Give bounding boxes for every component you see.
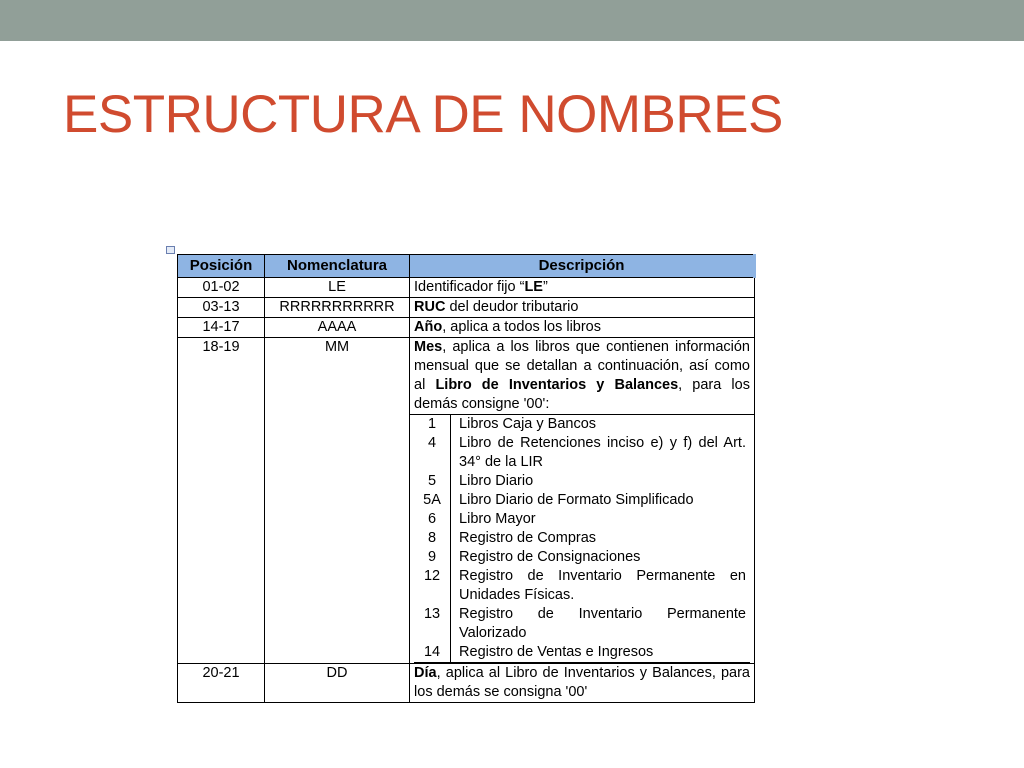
book-code: 5: [414, 472, 451, 491]
book-row: [414, 529, 750, 548]
header-nomenclatura: Nomenclatura: [265, 255, 410, 278]
table-row: [178, 664, 755, 703]
book-row: [414, 434, 750, 472]
cell-descripcion: [410, 318, 755, 338]
book-row: [414, 510, 750, 529]
book-code: 6: [414, 510, 451, 529]
book-name: Registro de Inventario Permanente Valorizado: [459, 606, 746, 641]
table-row: [178, 298, 755, 318]
book-code: 9: [414, 548, 451, 567]
desc-text: ”: [542, 279, 548, 295]
cell-nomenclatura: DD: [265, 664, 410, 703]
book-name: Libro de Retenciones inciso e) y f) del Art. 34° de la LIR: [459, 435, 746, 470]
table-row: [178, 318, 755, 338]
desc-bold: Año: [414, 319, 443, 335]
cell-posicion: 14-17: [178, 318, 265, 338]
desc-text: , aplica al Libro de Inventarios y Balances, para los demás se consigna '00': [414, 665, 750, 700]
book-name: Libros Caja y Bancos: [459, 416, 597, 432]
naming-structure-table: [177, 254, 756, 703]
cell-descripcion: [410, 338, 755, 415]
books-cell: [410, 415, 755, 664]
book-code: 4: [414, 434, 451, 472]
book-name: Registro de Ventas e Ingresos: [451, 643, 750, 663]
desc-bold: Día: [414, 665, 437, 681]
book-name: Registro de Consignaciones: [459, 549, 641, 565]
top-accent-bar: [0, 0, 1024, 41]
book-name: Libro Mayor: [459, 511, 536, 527]
table-header-row: [178, 255, 755, 278]
book-code: 14: [414, 643, 451, 663]
book-code: 1: [414, 415, 451, 434]
books-table: [414, 415, 750, 663]
desc-text: , aplica a los libros que contienen información mensual que se detallan a continuación, así como al: [414, 339, 750, 393]
book-row: [414, 567, 750, 605]
desc-bold: Libro de Inventarios y Balances: [435, 377, 679, 393]
cell-descripcion: [410, 664, 755, 703]
book-row: [414, 491, 750, 510]
book-row: [414, 472, 750, 491]
table-row: [178, 278, 755, 298]
desc-text: , para los demás consigne '00':: [414, 377, 750, 412]
cell-nomenclatura: LE: [265, 278, 410, 298]
book-name: Registro de Inventario Permanente en Unidades Físicas.: [459, 568, 746, 603]
cell-descripcion: [410, 278, 755, 298]
book-row: [414, 415, 750, 434]
slide-title: ESTRUCTURA DE NOMBRES: [63, 85, 783, 144]
book-name: Registro de Compras: [459, 530, 597, 546]
book-code: 12: [414, 567, 451, 605]
desc-text: Identificador fijo “: [414, 279, 525, 295]
desc-text: del deudor tributario: [445, 299, 579, 315]
cell-nomenclatura: MM: [265, 338, 410, 664]
header-posicion: Posición: [178, 255, 265, 278]
cell-descripcion: [410, 298, 755, 318]
table-anchor-icon: [166, 246, 175, 254]
book-row: [414, 548, 750, 567]
cell-posicion: 18-19: [178, 338, 265, 664]
cell-posicion: 20-21: [178, 664, 265, 703]
book-row: [414, 605, 750, 643]
book-code: 8: [414, 529, 451, 548]
cell-posicion: 03-13: [178, 298, 265, 318]
book-code: 13: [414, 605, 451, 643]
desc-bold: RUC: [414, 299, 446, 315]
desc-bold: Mes: [414, 339, 443, 355]
cell-nomenclatura: RRRRRRRRRRR: [265, 298, 410, 318]
desc-bold: LE: [524, 279, 543, 295]
desc-text: , aplica a todos los libros: [442, 319, 601, 335]
table-row: [178, 338, 755, 415]
cell-nomenclatura: AAAA: [265, 318, 410, 338]
header-descripcion: Descripción: [410, 255, 755, 278]
cell-posicion: 01-02: [178, 278, 265, 298]
book-name: Libro Diario de Formato Simplificado: [459, 492, 694, 508]
book-name: Libro Diario: [459, 473, 534, 489]
book-code: 5A: [414, 491, 451, 510]
book-row: [414, 643, 750, 663]
